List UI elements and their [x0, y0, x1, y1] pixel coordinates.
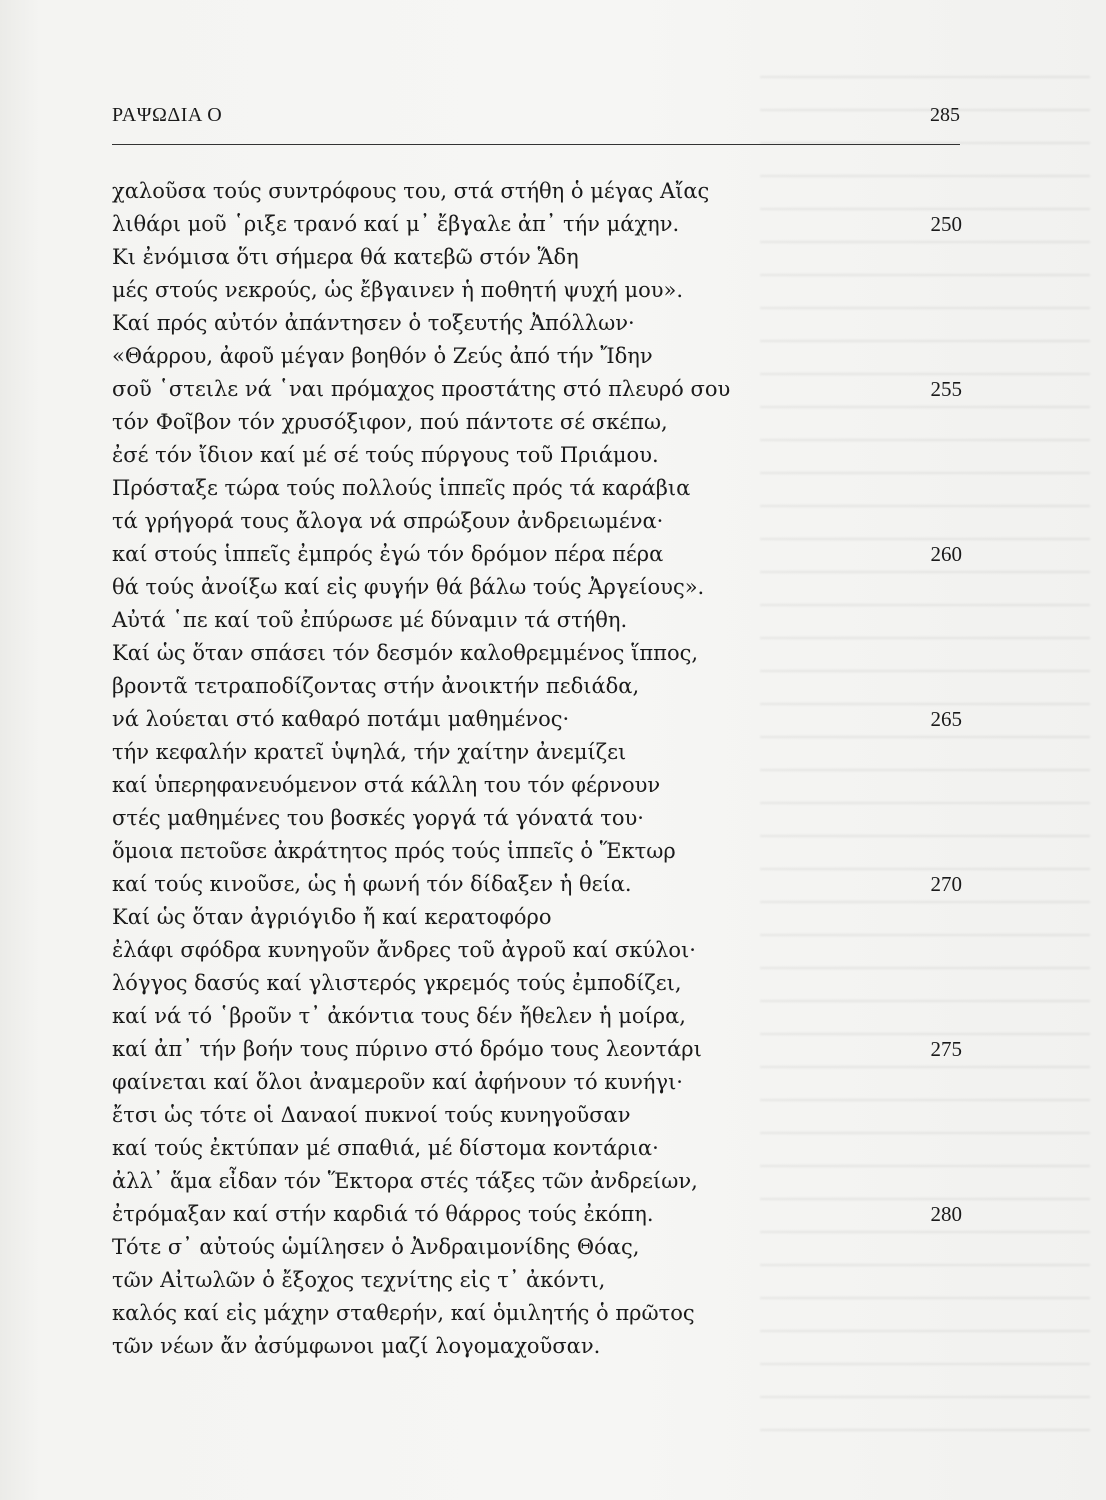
verse-text: τῶν νέων ἄν ἀσύμφωνοι μαζί λογομαχοῦσαν. — [112, 1334, 601, 1358]
verse-line — [112, 769, 962, 802]
verse-line — [112, 604, 962, 637]
verse-line — [112, 274, 962, 307]
verse-block — [112, 175, 962, 1363]
verse-text: Καί ὡς ὅταν ἀγριόγιδο ἤ καί κερατοφόρο — [112, 905, 552, 929]
verse-line — [112, 439, 962, 472]
verse-line — [112, 1198, 962, 1231]
verse-text: Πρόσταξε τώρα τούς πολλούς ἱππεῖς πρός τά καράβια — [112, 476, 691, 500]
line-number: 275 — [930, 1037, 962, 1061]
verse-line — [112, 967, 962, 1000]
verse-text: χαλοῦσα τούς συντρόφους του, στά στήθη ὁ μέγας Αἴας — [112, 179, 710, 203]
verse-text: ἔτσι ὡς τότε οἱ Δαναοί πυκνοί τούς κυνηγοῦσαν — [112, 1103, 631, 1127]
line-number: 250 — [930, 212, 962, 236]
verse-line — [112, 1099, 962, 1132]
verse-line — [112, 1231, 962, 1264]
verse-line — [112, 472, 962, 505]
verse-text: Τότε σ᾿ αὐτούς ὡμίλησεν ὁ Ἀνδραιμονίδης Θόας, — [112, 1235, 640, 1259]
verse-line — [112, 1132, 962, 1165]
verse-text: λόγγος δασύς καί γλιστερός γκρεμός τούς ἐμποδίζει, — [112, 971, 682, 995]
verse-text: φαίνεται καί ὅλοι ἀναμεροῦν καί ἀφήνουν τό κυνήγι· — [112, 1070, 683, 1094]
verse-line — [112, 835, 962, 868]
verse-text: «Θάρρου, ἀφοῦ μέγαν βοηθόν ὁ Ζεύς ἀπό τήν Ἴδην — [112, 344, 653, 368]
verse-text: Κι ἐνόμισα ὅτι σήμερα θά κατεβῶ στόν Ἅδη — [112, 245, 579, 269]
verse-text: Καί πρός αὐτόν ἀπάντησεν ὁ τοξευτής Ἀπόλλων· — [112, 311, 635, 335]
verse-text: τά γρήγορά τους ἄλογα νά σπρώξουν ἀνδρειωμένα· — [112, 509, 664, 533]
line-number: 270 — [930, 872, 962, 896]
verse-text: στές μαθημένες του βοσκές γοργά τά γόνατά του· — [112, 806, 644, 830]
verse-text: καί τούς κινοῦσε, ὡς ἡ φωνή τόν δίδαξεν ἡ θεία. — [112, 872, 632, 896]
verse-line — [112, 1000, 962, 1033]
verse-line — [112, 307, 962, 340]
verse-text: ἐτρόμαξαν καί στήν καρδιά τό θάρρος τούς ἐκόπη. — [112, 1202, 654, 1226]
verse-text: Καί ὡς ὅταν σπάσει τόν δεσμόν καλοθρεμμένος ἵππος, — [112, 641, 699, 665]
line-number: 260 — [930, 542, 962, 566]
verse-line — [112, 637, 962, 670]
verse-line — [112, 1264, 962, 1297]
header-rule — [112, 144, 960, 145]
verse-text: καί τούς ἐκτύπαν μέ σπαθιά, μέ δίστομα κοντάρια· — [112, 1136, 659, 1160]
verse-line — [112, 1330, 962, 1363]
verse-line — [112, 241, 962, 274]
page-number: 285 — [930, 104, 960, 126]
verse-text: ἐλάφι σφόδρα κυνηγοῦν ἄνδρες τοῦ ἀγροῦ καί σκύλοι· — [112, 938, 696, 962]
verse-text: τῶν Αἰτωλῶν ὁ ἔξοχος τεχνίτης εἰς τ᾿ ἀκόντι, — [112, 1268, 606, 1292]
verse-text: τόν Φοῖβον τόν χρυσόξιφον, πού πάντοτε σέ σκέπω, — [112, 410, 668, 434]
verse-text: καί στούς ἱππεῖς ἐμπρός ἐγώ τόν δρόμον πέρα πέρα — [112, 542, 664, 566]
verse-line — [112, 868, 962, 901]
verse-text: σοῦ ῾στειλε νά ῾ναι πρόμαχος προστάτης στό πλευρό σου — [112, 377, 731, 401]
verse-line — [112, 736, 962, 769]
verse-line — [112, 1165, 962, 1198]
running-title: ΡΑΨΩΔΙΑ Ο — [112, 104, 223, 126]
verse-text: καλός καί εἰς μάχην σταθερήν, καί ὁμιλητής ὁ πρῶτος — [112, 1301, 695, 1325]
verse-text: θά τούς ἀνοίξω καί εἰς φυγήν θά βάλω τούς Ἀργείους». — [112, 575, 705, 599]
verse-line — [112, 175, 962, 208]
verse-text: λιθάρι μοῦ ῾ριξε τρανό καί μ᾿ ἔβγαλε ἀπ᾿ τήν μάχην. — [112, 212, 680, 236]
verse-line — [112, 1297, 962, 1330]
verse-line — [112, 1033, 962, 1066]
verse-line — [112, 571, 962, 604]
page-header — [112, 104, 960, 134]
verse-line — [112, 901, 962, 934]
verse-text: Αὐτά ῾πε καί τοῦ ἐπύρωσε μέ δύναμιν τά στήθη. — [112, 608, 628, 632]
verse-line — [112, 1066, 962, 1099]
verse-line — [112, 934, 962, 967]
verse-text: καί ἀπ᾿ τήν βοήν τους πύρινο στό δρόμο τους λεοντάρι — [112, 1037, 702, 1061]
line-number: 265 — [930, 707, 962, 731]
verse-line — [112, 703, 962, 736]
line-number: 280 — [930, 1202, 962, 1226]
verse-text: καί νά τό ῾βροῦν τ᾿ ἀκόντια τους δέν ἤθελεν ἡ μοίρα, — [112, 1004, 686, 1028]
verse-line — [112, 670, 962, 703]
verse-line — [112, 538, 962, 571]
verse-text: τήν κεφαλήν κρατεῖ ὑψηλά, τήν χαίτην ἀνεμίζει — [112, 740, 627, 764]
verse-text: ἀλλ᾿ ἅμα εἶδαν τόν Ἕκτορα στές τάξες τῶν ἀνδρείων, — [112, 1169, 698, 1193]
verse-text: ἐσέ τόν ἴδιον καί μέ σέ τούς πύργους τοῦ Πριάμου. — [112, 443, 659, 467]
verse-line — [112, 340, 962, 373]
line-number: 255 — [930, 377, 962, 401]
verse-text: ὅμοια πετοῦσε ἀκράτητος πρός τούς ἱππεῖς ὁ Ἕκτωρ — [112, 839, 676, 863]
verse-line — [112, 505, 962, 538]
verse-line — [112, 406, 962, 439]
verse-text: νά λούεται στό καθαρό ποτάμι μαθημένος· — [112, 707, 570, 731]
verse-line — [112, 802, 962, 835]
verse-text: καί ὑπερηφανευόμενον στά κάλλη του τόν φέρνουν — [112, 773, 661, 797]
verse-line — [112, 208, 962, 241]
verse-text: βροντᾶ τετραποδίζοντας στήν ἀνοικτήν πεδιάδα, — [112, 674, 640, 698]
verse-line — [112, 373, 962, 406]
verse-text: μές στούς νεκρούς, ὡς ἔβγαινεν ἡ ποθητή ψυχή μου». — [112, 278, 684, 302]
